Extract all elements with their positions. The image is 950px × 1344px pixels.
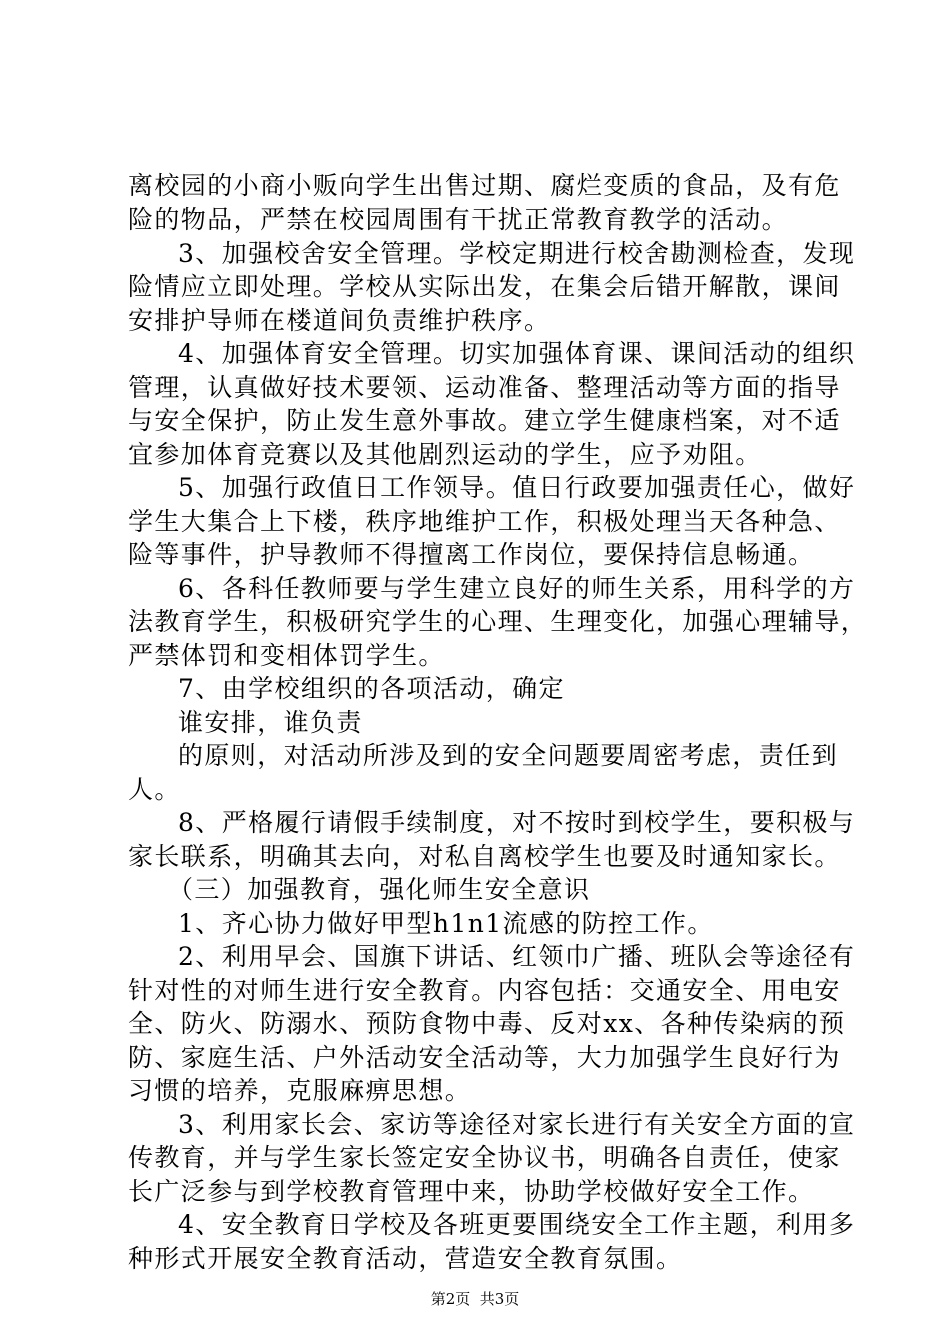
text-line: 家长联系，明确其去向，对私自离校学生也要及时通知家长。 (128, 842, 841, 871)
text-line: 传教育，并与学生家长签定安全协议书，明确各自责任，使家 (128, 1143, 841, 1172)
text-line: 2、利用早会、国旗下讲话、红领巾广播、班队会等途径有 (178, 942, 856, 971)
text-line: 管理，认真做好技术要领、运动准备、整理活动等方面的指导 (128, 373, 841, 402)
text-line: 防、家庭生活、户外活动安全活动等，大力加强学生良好行为 (128, 1043, 841, 1072)
text-line: 4、加强体育安全管理。切实加强体育课、课间活动的组织 (178, 339, 856, 368)
text-line: 5、加强行政值日工作领导。值日行政要加强责任心，做好 (178, 473, 856, 502)
text-line: 险等事件，护导教师不得擅离工作岗位，要保持信息畅通。 (128, 540, 815, 569)
text-line: 宜参加体育竞赛以及其他剧烈运动的学生，应予劝阻。 (128, 440, 762, 469)
text-line: 习惯的培养，克服麻痹思想。 (128, 1076, 472, 1105)
page-number-footer: 第2页 共3页 (430, 1290, 520, 1308)
text-line: 险情应立即处理。学校从实际出发，在集会后错开解散，课间 (128, 272, 841, 301)
text-line: 4、安全教育日学校及各班更要围绕安全工作主题，利用多 (178, 1210, 856, 1239)
text-line: 离校园的小商小贩向学生出售过期、腐烂变质的食品，及有危 (128, 171, 841, 200)
text-line: 1、齐心协力做好甲型h1n1流感的防控工作。 (178, 909, 714, 938)
text-line: 种形式开展安全教育活动，营造安全教育氛围。 (128, 1244, 683, 1273)
text-line: 3、利用家长会、家访等途径对家长进行有关安全方面的宣 (178, 1110, 856, 1139)
text-line: 6、各科任教师要与学生建立良好的师生关系，用科学的方 (178, 574, 856, 603)
text-line: 长广泛参与到学校教育管理中来，协助学校做好安全工作。 (128, 1177, 815, 1206)
text-line: 学生大集合上下楼，秩序地维护工作，积极处理当天各种急、 (128, 507, 841, 536)
text-line: 8、严格履行请假手续制度，对不按时到校学生，要积极与 (178, 808, 856, 837)
text-line: 险的物品，严禁在校园周围有干扰正常教育教学的活动。 (128, 205, 789, 234)
section-heading: （三）加强教育，强化师生安全意识 (168, 875, 591, 904)
text-line: 的原则，对活动所涉及到的安全问题要周密考虑，责任到 (178, 741, 839, 770)
text-line: 谁安排，谁负责 (178, 708, 363, 737)
text-line: 安排护导师在楼道间负责维护秩序。 (128, 306, 551, 335)
text-line: 人。 (128, 775, 181, 804)
text-line: 3、加强校舍安全管理。学校定期进行校舍勘测检查，发现 (178, 239, 856, 268)
text-line: 法教育学生，积极研究学生的心理、生理变化，加强心理辅导， (128, 607, 868, 636)
text-line: 严禁体罚和变相体罚学生。 (128, 641, 445, 670)
text-line: 全、防火、防溺水、预防食物中毒、反对xx、各种传染病的预 (128, 1009, 846, 1038)
text-line: 针对性的对师生进行安全教育。内容包括：交通安全、用电安 (128, 976, 841, 1005)
text-line: 与安全保护，防止发生意外事故。建立学生健康档案，对不适 (128, 406, 841, 435)
text-line: 7、由学校组织的各项活动，确定 (178, 674, 565, 703)
